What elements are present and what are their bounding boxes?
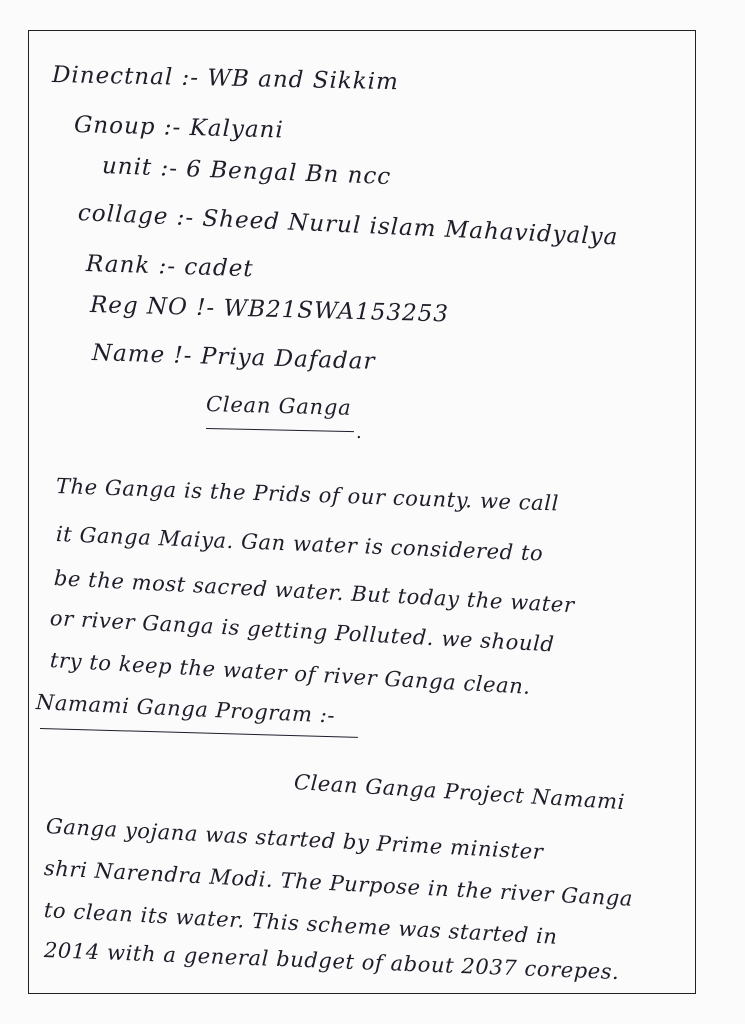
paragraph-2-line-3: shri Narendra Modi. The Purpose in the river Ganga <box>43 856 634 911</box>
unit-line: unit :- 6 Bengal Bn ncc <box>101 153 392 191</box>
title-dot: . <box>356 422 362 443</box>
page-title: Clean Ganga <box>205 392 352 420</box>
paragraph-1-line-5: try to keep the water of river Ganga clean. <box>49 648 532 699</box>
paragraph-1-line-1: The Ganga is the Prids of our county. we call <box>55 474 560 516</box>
paragraph-1-line-3: be the most sacred water. But today the water <box>53 566 576 618</box>
name-line: Name !- Priya Dafadar <box>91 340 376 375</box>
subheading: Namami Ganga Program :- <box>35 690 336 728</box>
paragraph-2-line-5: 2014 with a general budget of about 2037 corepes. <box>43 938 620 985</box>
group-line: Gnoup :- Kalyani <box>73 112 285 144</box>
rank-line: Rank :- cadet <box>85 251 254 283</box>
directorate-line: Dinectnal :- WB and Sikkim <box>51 62 400 96</box>
reg-no-line: Reg NO !- WB21SWA153253 <box>89 292 450 328</box>
paragraph-2-line-1: Clean Ganga Project Namami <box>293 770 626 815</box>
paragraph-2-line-2: Ganga yojana was started by Prime minister <box>45 814 545 865</box>
paragraph-2-line-4: to clean its water. This scheme was started in <box>43 898 559 949</box>
paragraph-1-line-4: or river Ganga is getting Polluted. we should <box>49 606 556 657</box>
paragraph-1-line-2: it Ganga Maiya. Gan water is considered to <box>55 522 544 566</box>
college-line: collage :- Sheed Nurul islam Mahavidyalya <box>77 200 619 251</box>
